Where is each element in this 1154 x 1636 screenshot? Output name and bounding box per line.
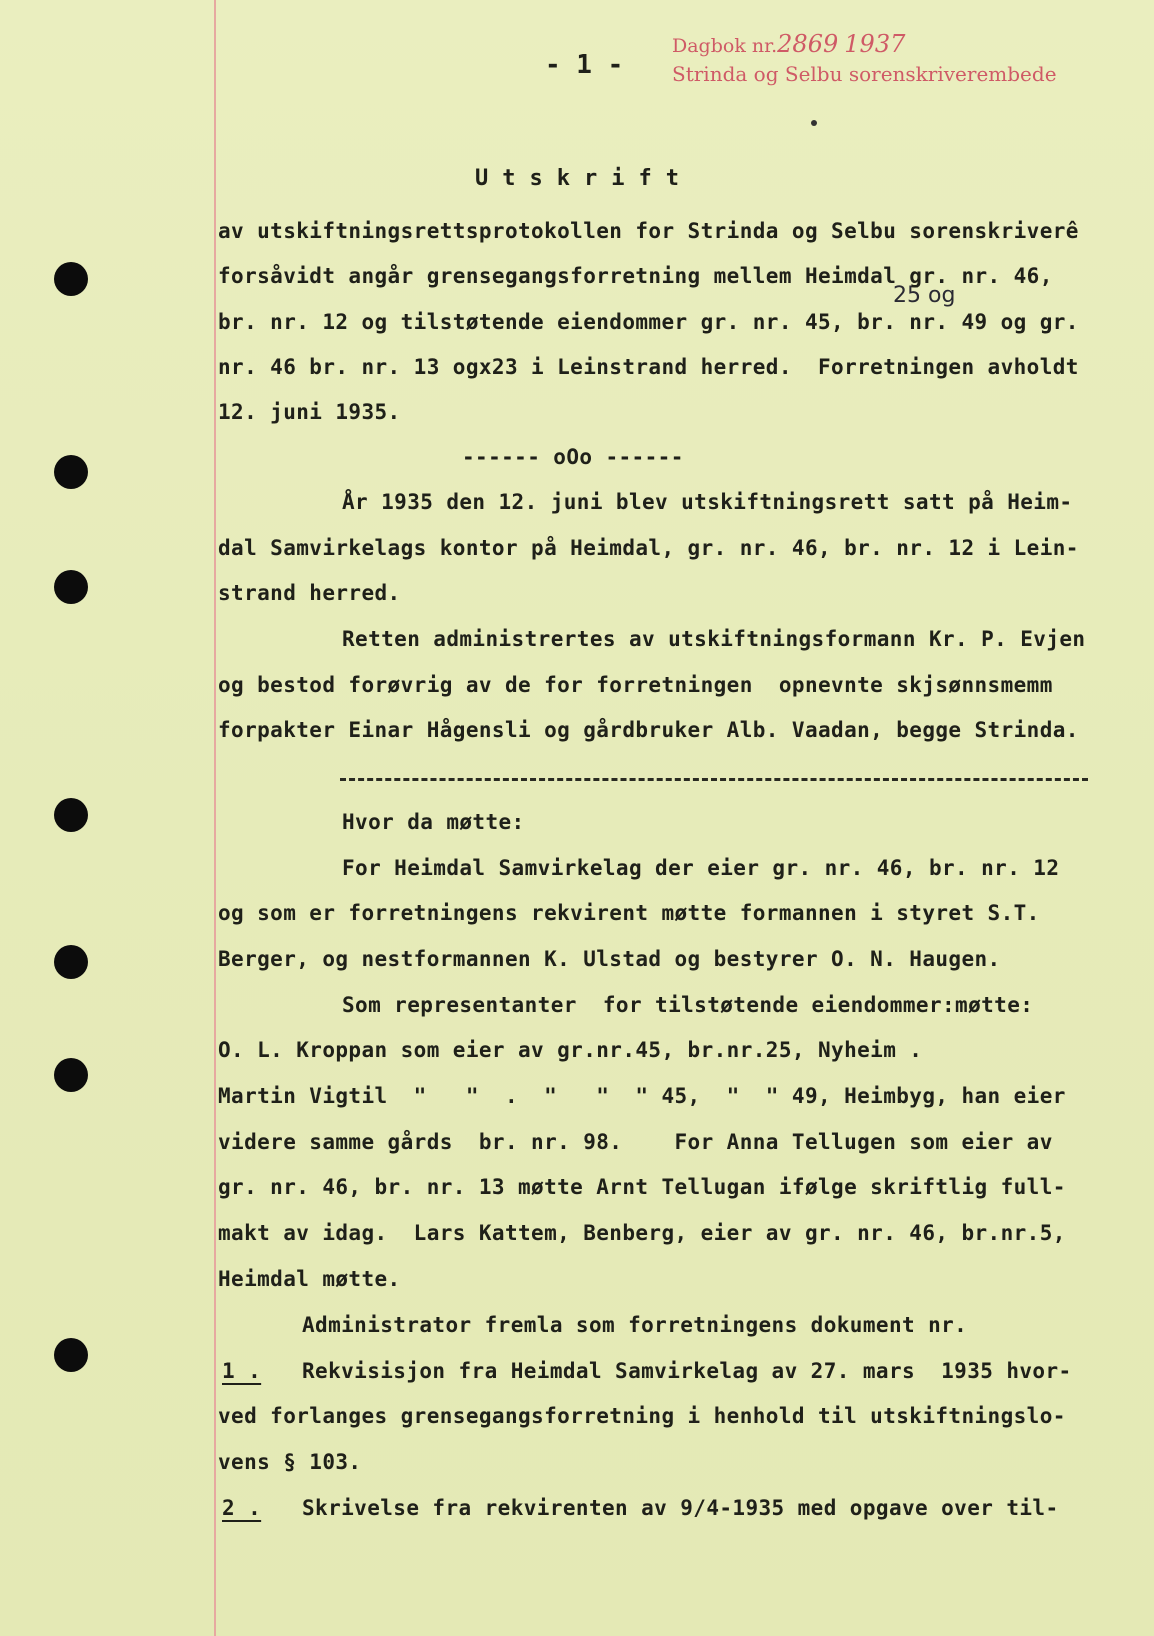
text-line: Hvor da møtte: — [342, 810, 525, 834]
text-line: O. L. Kroppan som eier av gr.nr.45, br.nr.25, Nyheim . — [218, 1038, 923, 1062]
punch-hole — [54, 798, 88, 832]
document-item-number: 1 . — [222, 1359, 262, 1383]
ink-dot — [811, 120, 817, 126]
text-line: Som representanter for tilstøtende eiendommer:møtte: — [342, 993, 1034, 1017]
text-line: av utskiftningsrettsprotokollen for Strinda og Selbu sorenskriverê — [218, 219, 1079, 243]
handwritten-insertion: 25 og — [893, 283, 956, 308]
text-line: Martin Vigtil " " . " " " 45, " " 49, Heimbyg, han eier — [218, 1084, 1066, 1108]
text-line: Administrator fremla som forretningens dokument nr. — [302, 1313, 968, 1337]
section-separator: ------ oOo ------ — [462, 445, 684, 469]
text-line: nr. 46 br. nr. 13 ogx23 i Leinstrand herred. Forretningen avholdt — [218, 355, 1079, 379]
text-line: forpakter Einar Hågensli og gårdbruker Alb. Vaadan, begge Strinda. — [218, 718, 1079, 742]
punch-hole — [54, 945, 88, 979]
text-line: gr. nr. 46, br. nr. 13 møtte Arnt Tellugan ifølge skriftlig full- — [218, 1175, 1066, 1199]
text-line: og bestod forøvrig av de for forretningen opnevnte skjsønnsmemm — [218, 673, 1053, 697]
stamp-prefix: Dagbok nr. — [672, 35, 778, 57]
text-line: br. nr. 12 og tilstøtende eiendommer gr. nr. 45, br. nr. 49 og gr. — [218, 310, 1079, 334]
text-line: dal Samvirkelags kontor på Heimdal, gr. nr. 46, br. nr. 12 i Lein- — [218, 536, 1079, 560]
document-item-number: 2 . — [222, 1496, 262, 1520]
text-line: For Heimdal Samvirkelag der eier gr. nr. 46, br. nr. 12 — [342, 856, 1060, 880]
punch-hole — [54, 1058, 88, 1092]
text-line: År 1935 den 12. juni blev utskiftningsrett satt på Heim- — [342, 490, 1073, 514]
punch-hole — [54, 1338, 88, 1372]
text-line: Heimdal møtte. — [218, 1267, 401, 1291]
punch-hole — [54, 262, 88, 296]
stamp-year: 1937 — [844, 30, 906, 58]
punch-hole — [54, 455, 88, 489]
text-line: Rekvisisjon fra Heimdal Samvirkelag av 27. mars 1935 hvor- — [302, 1359, 1072, 1383]
document-title: Utskrift — [475, 166, 693, 191]
text-line: 12. juni 1935. — [218, 400, 401, 424]
stamp-number: 2869 — [777, 30, 839, 58]
dagbok-stamp — [672, 30, 905, 58]
page-number: - 1 - — [545, 50, 624, 80]
punch-hole — [54, 570, 88, 604]
dashed-divider — [340, 778, 1088, 781]
text-line: Retten administrertes av utskiftningsformann Kr. P. Evjen — [342, 627, 1086, 651]
text-line: og som er forretningens rekvirent møtte formannen i styret S.T. — [218, 901, 1040, 925]
office-stamp: Strinda og Selbu sorenskriverembede — [672, 62, 1057, 86]
text-line: videre samme gårds br. nr. 98. For Anna Tellugen som eier av — [218, 1130, 1053, 1154]
margin-line — [214, 0, 216, 1636]
text-line: strand herred. — [218, 581, 401, 605]
text-line: Berger, og nestformannen K. Ulstad og bestyrer O. N. Haugen. — [218, 947, 1001, 971]
text-line: makt av idag. Lars Kattem, Benberg, eier av gr. nr. 46, br.nr.5, — [218, 1221, 1066, 1245]
text-line: Skrivelse fra rekvirenten av 9/4-1935 med opgave over til- — [302, 1496, 1059, 1520]
text-line: forsåvidt angår grensegangsforretning mellem Heimdal gr. nr. 46, — [218, 264, 1053, 288]
text-line: ved forlanges grensegangsforretning i henhold til utskiftningslo- — [218, 1404, 1066, 1428]
text-line: vens § 103. — [218, 1450, 362, 1474]
